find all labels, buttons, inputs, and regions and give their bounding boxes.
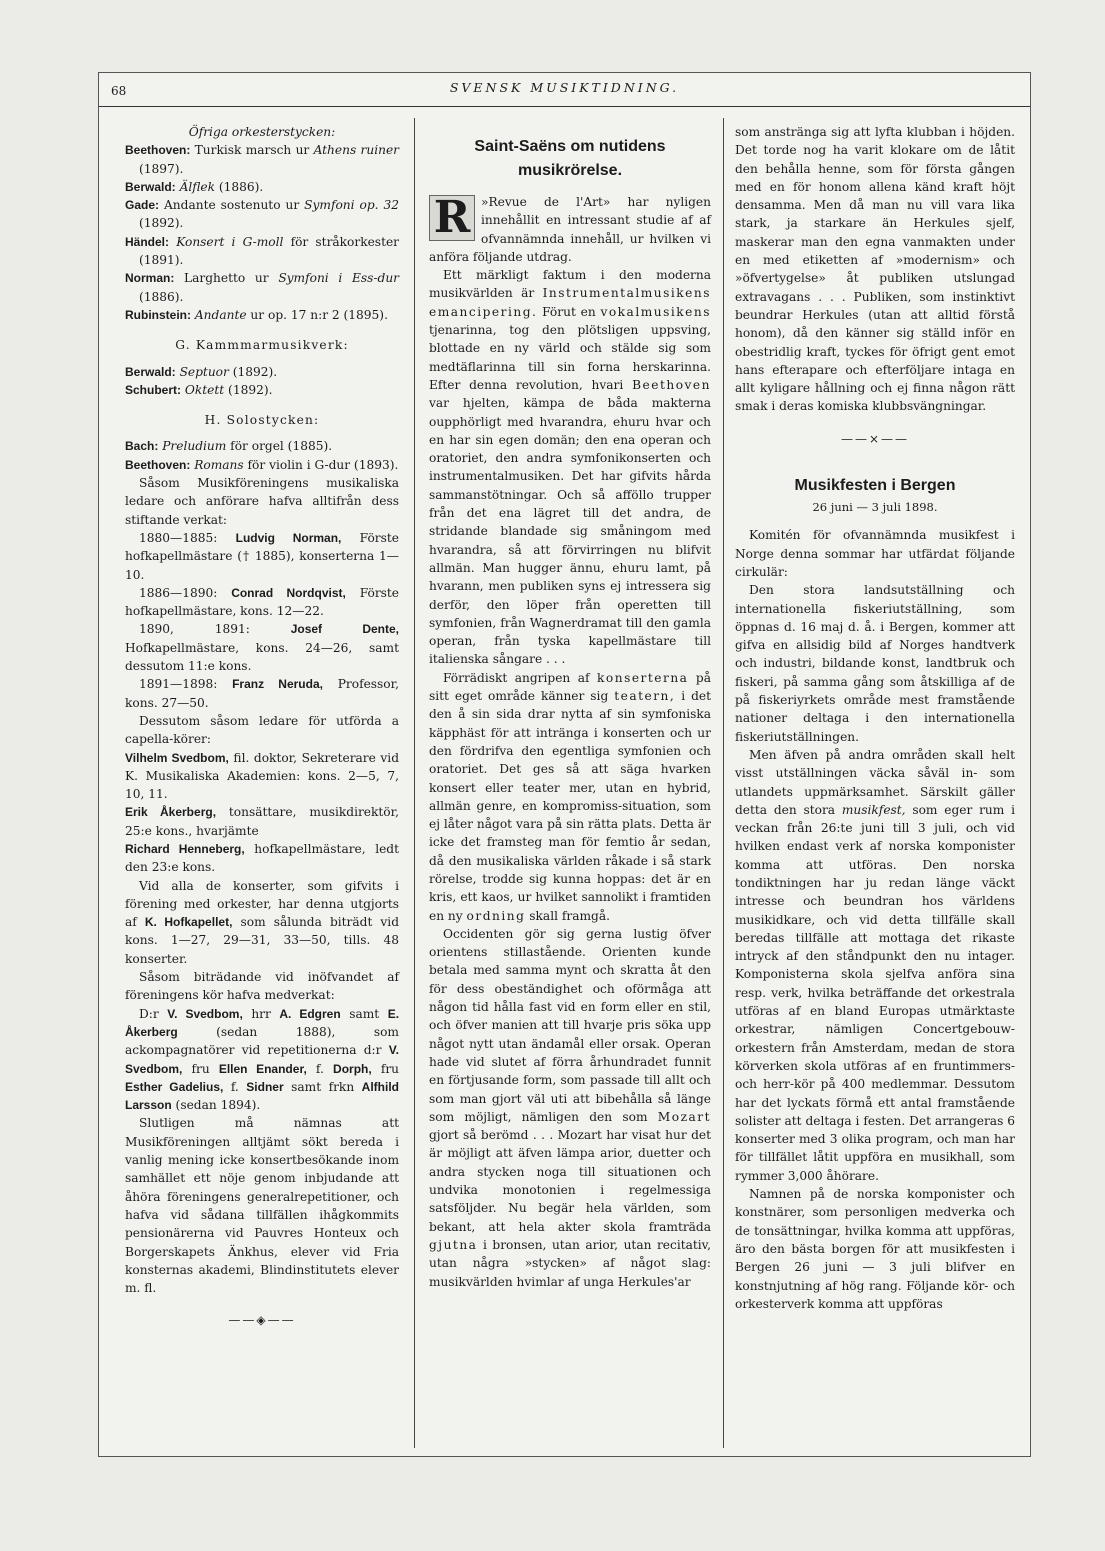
list-item: Beethoven: Turkisk marsch ur Athens ruiner (1897).	[125, 143, 399, 176]
paragraph: Ett märkligt faktum i den moderna musikvärlden är Instrumentalmusikens emancipering. Förut en vokalmusikens tjenarinna, tog den plötsligen uppsving, blottade en ny värld och stälde sig som medtäflarinna till sin forna herskarinna. Efter denna revolution, hvari Beethoven var hjelten, kämpa de båda makterna oupphörligt med hvarandra, ehuru hvar och en har sin egen domän; den ena operan och oratoriet, den andra symfonikonserten och instrumentalmusiken. Det har gifvits hårda sammanstötningar. Och så afföllo trupper från det ena lägret till det andra, de stridande blandade sig småningom med hvarandra, så att förvirringen nu blifvit allmän. Man hugger ännu, ehuru lamt, på hvarann, men publiken syns ej intressera sig derför, den löper från operetten till symfonien, från Wagnerdramat till den gamla operan, från tyska kapellmästare till italienska sångare . . .	[429, 268, 711, 667]
list-item: 1891—1898: Franz Neruda, Professor, kons. 27—50.	[125, 677, 400, 710]
paragraph: Den stora landsutställning och internationella fiskeriutställning, som öppnas d. 16 maj d. å. i Bergen, kommer att gifva en allsidig bild af Norges handtverk och industri, bildande konst, landtbruk och fiskeri, på samma gång som åtskilliga af de på fiskeriyrkets område mest framstående nationer deltaga i den internationella fiskeriutställningen.	[735, 583, 1015, 744]
paragraph: Vid alla de konserter, som gifvits i förening med orkester, har denna utgjorts af K. Hofkapellet, som sålunda biträdt vid kons. 1—27, 29—31, 33—50, tills. 48 konserter.	[125, 878, 399, 966]
paragraph: Occidenten gör sig gerna lustig öfver orientens stillastående. Orienten kunde betala med samma mynt och skratta åt den för dess obeständighet och oförmåga att någon tid hålla fast vid en form eller en stil, och öfver manien att till hvarje pris söka upp något nytt utan ändamål eller orsak. Operan hade vid slutet af förra århundradet funnit en förtjusande form, som passade till allt och som man gjort väl uti att bibehålla så länge som möjligt, nämligen den som Mozart gjort så berömd . . . Mozart har visat hur det är möjligt att äfven lämpa arior, duetter och andra stycken noga till situationen och undvika monotonien i regelmessiga satsföljder. Nu begär hela världen, som bekant, att hela akter skola framträda gjutna i bronsen, utan arior, utan recitativ, utan några »stycken» af något slag: musikvärlden hvimlar af unga Herkules'ar	[429, 926, 711, 1289]
column-rule	[414, 118, 415, 1448]
page-number: 68	[111, 84, 127, 98]
dropcap: R	[429, 195, 475, 241]
paragraph: Dessutom såsom ledare för utförda a capella-körer:	[125, 713, 399, 747]
paragraph: Namnen på de norska komponister och konstnärer, som personligen medverka och de tonsättningar, hvilka komma att uppföras, äro den bästa borgen för att musikfesten i Bergen 26 juni — 3 juli blifver en konstnjutning af hög rang. Följande kör- och orkesterverk komma att uppföras	[735, 1187, 1015, 1311]
paragraph: Men äfven på andra områden skall helt visst utställningen väcka såväl in- som utlandets uppmärksamhet. Särskilt gäller detta den stora musikfest, som eger rum i veckan från 26:te juni till 3 juli, och vid hvilken endast verk af norska komponister komma att utföras. Den norska tondiktningen har ju redan länge väckt intresse och beundran hos världens musikidkare, och vid detta tillfälle skall beredas tillfälle att mottaga det rikaste intryck af den ståndpunkt den nu intager. Komponisterna skola sjelfva anföra sina resp. verk, hvilka beträffande det orkestrala utföras af en bland Europas utmärktaste orkestrar, nämligen Concertgebouw-orkestern från Amsterdam, medan de stora körverken skola utföras af en fruntimmers- och herr-kör på 400 medlemmar. Dessutom har det lyckats förmå ett antal framstående solister att deltaga i festen. Det arrangeras 6 konserter med 3 olika program, och man har för tillfället låtit uppföra en musikhall, som rymmer 3,000 åhörare.	[735, 747, 1015, 1183]
section-heading: G. Kammmarmusikverk:	[175, 338, 349, 353]
section-heading: Öfriga orkesterstycken:	[188, 125, 336, 139]
paragraph: som anstränga sig att lyfta klubban i höjden. Det torde nog ha varit klokare om de låtit den behålla henne, som för första gången med en för honom allena känd kraft höjt densamma. Men då man nu vill vara lika stark, ja starkare än Herkules sjelf, maskerar man den egna vanmakten under en med etiketten af »modernism» och »öfvertygelse» åt publiken utslungad extravagans . . . Publiken, som instinktivt beundrar Herkules (utan att alltid förstå honom), då den känner sig ställd inför en obestridlig kraft, tyckes för öfrigt gent emot hans efterapare och efterföljare intaga en allt kyligare hållning och ej finna någon rätt smak i deras komiska klubbsvängningar.	[735, 125, 1015, 414]
page-header	[99, 73, 1030, 107]
list-item: Bach: Preludium för orgel (1885).	[125, 439, 333, 454]
list-item: Gade: Andante sostenuto ur Symfoni op. 32 (1892).	[125, 198, 400, 231]
list-item: Händel: Konsert i G-moll för stråkorkester (1891).	[125, 234, 400, 268]
paragraph: Slutligen må nämnas att Musikföreningen alltjämt sökt bereda i vanlig mening icke konsertbesökande inom samhället ett nöje genom inbjudande att åhöra föreningens generalrepetitioner, och hafva vid sådana tillfällen ihågkommits pensionärerna vid Pauvres Honteux och Borgerskapets Änkhus, elever vid Fria konsternas akademi, Blindinstitutets elever m. fl.	[125, 1116, 399, 1296]
list-item: 1886—1890: Conrad Nordqvist, Förste hofkapellmästare, kons. 12—22.	[125, 585, 400, 619]
paragraph: Såsom biträdande vid inöfvandet af föreningens kör hafva medverkat:	[125, 970, 399, 1003]
masthead: SVENSK MUSIKTIDNING.	[449, 80, 680, 95]
list-item: Richard Henneberg, hofkapellmästare, ledt den 23:e kons.	[125, 841, 400, 875]
paragraph: Komitén för ofvannämnda musikfest i Norge denna sommar har utfärdat följande cirkulär:	[735, 528, 1015, 579]
list-item: Vilhelm Svedbom, fil. doktor, Sekreterare vid K. Musikaliska Akademien: kons. 2—5, 7, 10, 11.	[125, 750, 399, 802]
paragraph: Såsom Musikföreningens musikaliska ledare och anförare hafva alltifrån dess stiftande verkat:	[125, 476, 399, 527]
newspaper-page	[98, 72, 1031, 1457]
paragraph: R »Revue de l'Art» har nyligen innehållit en intressant studie af af ofvannämnda innehåll, ur hvilken vi anföra följande utdrag.	[429, 192, 711, 264]
list-item: 1880—1885: Ludvig Norman, Förste hofkapellmästare († 1885), konserterna 1—10.	[125, 530, 399, 582]
list-item: Berwald: Älflek (1886).	[125, 179, 264, 194]
list-item: Erik Åkerberg, tonsättare, musikdirektör, 25:e kons., hvarjämte	[125, 805, 399, 838]
separator: ——×——	[840, 431, 910, 446]
article-title: Musikfesten i Bergen	[794, 477, 956, 495]
paragraph: Förrädiskt angripen af konserterna på sitt eget område känner sig teatern, i det den å sin sida drar nytta af sin symfoniska käpphäst för att intränga i konserten och ur den fördrifva den egentliga symfonien och oratoriet. Det ges så att säga hvarken konsert eller teater mer, utan en hybrid, allmän genre, en kompromiss-situation, som ej låter något vara på sin rätta plats. Detta är icke det framsteg man för femtio år sedan, då den musikaliska världen råkade i så stark rörelse, trodde sig kunna hoppas: det är en kris, ett kaos, ur hvilket sannolikt i framtiden en ny ordning skall framgå.	[429, 670, 711, 923]
paragraph: D:r V. Svedbom, hrr A. Edgren samt E. Åkerberg (sedan 1888), som ackompagnatörer vid repetitionerna d:r V. Svedbom, fru Ellen Enander, f. Dorph, fru Esther Gadelius, f. Sidner samt frkn Alfhild Larsson (sedan 1894).	[125, 1006, 400, 1113]
list-item: Norman: Larghetto ur Symfoni i Ess-dur (1886).	[125, 271, 399, 304]
column-rule	[723, 118, 724, 1448]
list-item: Rubinstein: Andante ur op. 17 n:r 2 (1895).	[125, 307, 388, 322]
column-3	[735, 123, 1015, 1313]
list-item: 1890, 1891: Josef Dente, Hofkapellmästare, kons. 24—26, samt dessutom 11:e kons.	[125, 622, 400, 674]
article-title: Saint-Saëns om nutidens musikrörelse.	[474, 138, 666, 179]
column-1	[125, 123, 399, 1330]
section-heading: H. Solostycken:	[204, 413, 320, 428]
list-item: Berwald: Septuor (1892).	[125, 364, 278, 379]
ornament-divider: ——◈——	[228, 1313, 296, 1328]
list-item: Beethoven: Romans för violin i G-dur (1893).	[125, 457, 399, 472]
article-subtitle: 26 juni — 3 juli 1898.	[812, 500, 938, 515]
column-2	[429, 123, 711, 1291]
list-item: Schubert: Oktett (1892).	[125, 382, 273, 397]
